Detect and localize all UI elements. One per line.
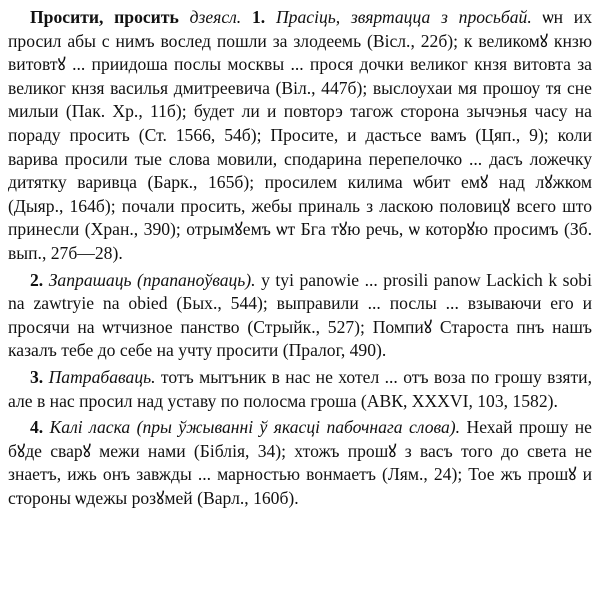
sense-citations: ѡн их просил абы с нимъ вослед пошли за злодеемь (Вісл., 22б); к великомꙋ кнзю витовтꙋ ... приидоша послы москвы ... прося дочки великог кнзя витовта за великог кнзя василья дмитреевича (Віл., 447б); выслоухаи мя прошоу тя сне милыи (Пак. Хр., 11б); будет ли и повторэ тагож сторона зычэнья часу на пораду просить (Ст. 1566, 54б); Просите, и дастьсе вамъ (Цяп., 9); коли варива просили тые слова мовили, сподарина перепелочко ... дасъ ложечку дитятку варивца (Барк., 165б); просилем килима ѡбит емꙋ над лꙋжком (Дыяр., 164б); почали просить, жебы приналь з ласкою половицꙋ всего што принесли (Хран., 390); отрымꙋемъ ѡт Бга тꙋю речь, ѡ которꙋю просимъ (Зб. вып., 27б—28). xyxy=(8,7,593,263)
sense-gloss: Прасіць, звяртацца з просьбай. xyxy=(275,7,532,27)
headword: Просити, просить xyxy=(30,7,179,27)
sense-1 xyxy=(8,6,592,266)
sense-gloss: Патрабаваць. xyxy=(48,366,156,387)
sense-gloss: Запрашаць (прапаноўваць). xyxy=(48,269,256,290)
part-of-speech: дзеясл. xyxy=(189,7,242,27)
sense-citations: у tyi panowie ... prosili panow Lackich k sobi na zawtryie na obied (Бых., 544); выправили ... послы ... взываючи его и просячи на ѡтчизное панство (Стрыйк., 527); Помпиꙋ Староста пнъ нашъ казалъ тебе до себе на учту просити (Пралог, 490). xyxy=(8,269,592,361)
sense-citations: тотъ мытъник в нас не хотел ... отъ воза по грошу взяти, але в нас просил над уставу по полосма гроша (АВК, XXXVI, 103, 1582). xyxy=(8,366,592,411)
sense-gloss: Калі ласка (пры ўжыванні ў якасці пабочнага слова). xyxy=(49,417,461,438)
sense-number: 3. xyxy=(30,366,44,387)
sense-citations: Нехай прошу не бꙋде сварꙋ межи нами (Біблія, 34); хтожъ прошꙋ з васъ того до света не знаетъ, ижь онъ завжды ... марностью вонмаетъ (Лям., 24); Тое жъ прошꙋ и стороны ѡдежы розꙋмей (Варл., 160б). xyxy=(8,417,592,508)
sense-number: 4. xyxy=(30,417,44,438)
sense-number: 1. xyxy=(251,7,266,27)
sense-3 xyxy=(8,366,592,413)
sense-4 xyxy=(8,416,592,510)
sense-number: 2. xyxy=(30,269,44,290)
sense-2 xyxy=(8,269,592,363)
